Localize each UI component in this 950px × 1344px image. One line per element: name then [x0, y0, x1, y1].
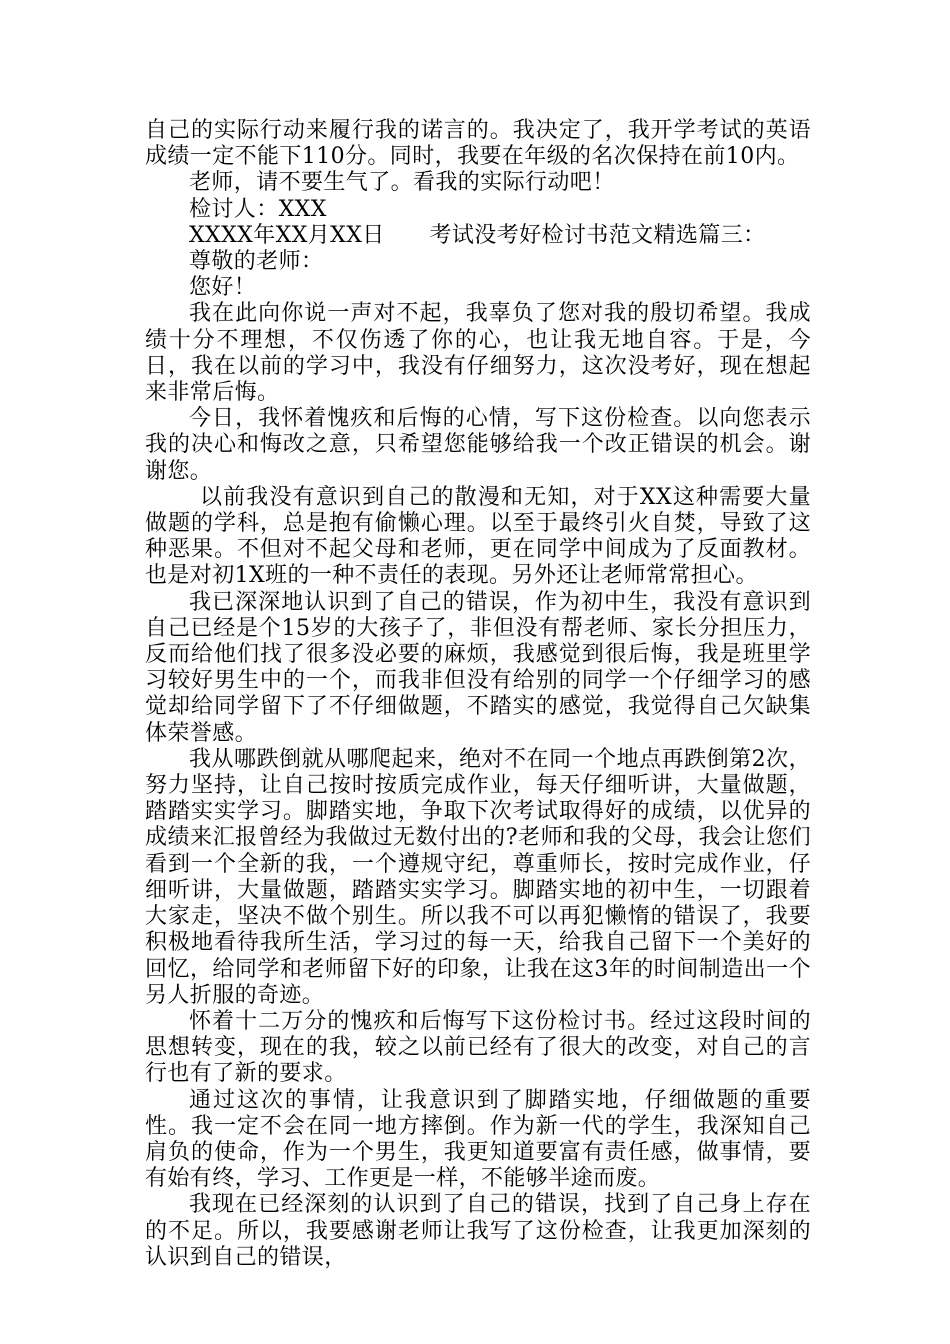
paragraph-resolution: 我从哪跌倒就从哪爬起来，绝对不在同一个地点再跌倒第2次，努力坚持，让自己按时按质完成作业，每天仔细听讲，大量做题，踏踏实实学习。脚踏实地，争取下次考试取得好的成绩，以优异的成绩来汇报曾经为我做过无数付出的?老师和我的父母，我会让您们看到一个全新的我，一个遵规守纪，尊重师长，按时完成作业，仔细听讲，大量做题，踏踏实实学习。脚踏实地的初中生，一切跟着大家走，坚决不做个别生。所以我不可以再犯懒惰的错误了，我要积极地看待我所生活，学习过的每一天，给我自己留下一个美好的回忆，给同学和老师留下好的印象，让我在这3年的时间制造出一个另人折服的奇迹。	[145, 746, 811, 1008]
document-body	[145, 118, 811, 1271]
paragraph-date-and-heading: XXXX年XX月XX日 考试没考好检讨书范文精选篇三：	[189, 222, 766, 248]
paragraph-signature: 检讨人：XXX	[189, 196, 327, 222]
paragraph-reflection: 以前我没有意识到自己的散漫和无知，对于XX这种需要大量做题的学科，总是抱有偷懒心理。以至于最终引火自焚，导致了这种恶果。不但对不起父母和老师，更在同学中间成为了反面教材。也是对初1X班的一种不责任的表现。另外还让老师常常担心。	[145, 484, 811, 589]
paragraph-greeting: 您好！	[189, 275, 257, 301]
paragraph-remorse: 今日，我怀着愧疚和后悔的心情，写下这份检查。以向您表示我的决心和悔改之意，只希望您能够给我一个改正错误的机会。谢谢您。	[145, 406, 811, 484]
paragraph-change: 怀着十二万分的愧疚和后悔写下这份检讨书。经过这段时间的思想转变，现在的我，较之以前已经有了很大的改变，对自己的言行也有了新的要求。	[145, 1008, 811, 1087]
paragraph-continuation: 自己的实际行动来履行我的诺言的。我决定了，我开学考试的英语成绩一定不能下110分。同时，我要在年级的名次保持在前10内。	[145, 118, 811, 170]
paragraph-recognition: 我已深深地认识到了自己的错误，作为初中生，我没有意识到自己已经是个15岁的大孩子了，非但没有帮老师、家长分担压力，反而给他们找了很多没必要的麻烦，我感觉到很后悔，我是班里学习较好男生中的一个，而我非但没有给别的同学一个仔细学习的感觉却给同学留下了不仔细做题，不踏实的感觉，我觉得自己欠缺集体荣誉感。	[145, 589, 811, 746]
paragraph-apology: 我在此向你说一声对不起，我辜负了您对我的殷切希望。我成绩十分不理想，不仅伤透了你的心，也让我无地自容。于是，今日，我在以前的学习中，我没有仔细努力，这次没考好，现在想起来非常后悔。	[145, 301, 811, 406]
paragraph-lesson: 通过这次的事情，让我意识到了脚踏实地，仔细做题的重要性。我一定不会在同一地方摔倒。作为新一代的学生，我深知自己肩负的使命，作为一个男生，我更知道要富有责任感，做事情，要有始有终，学习、工作更是一样，不能够半途而废。	[145, 1087, 811, 1192]
paragraph-closing: 我现在已经深刻的认识到了自己的错误，找到了自己身上存在的不足。所以，我要感谢老师让我写了这份检查，让我更加深刻的认识到自己的错误，	[145, 1192, 811, 1270]
paragraph-salutation: 尊敬的老师：	[189, 249, 324, 275]
paragraph-plea: 老师，请不要生气了。看我的实际行动吧！	[189, 170, 615, 196]
